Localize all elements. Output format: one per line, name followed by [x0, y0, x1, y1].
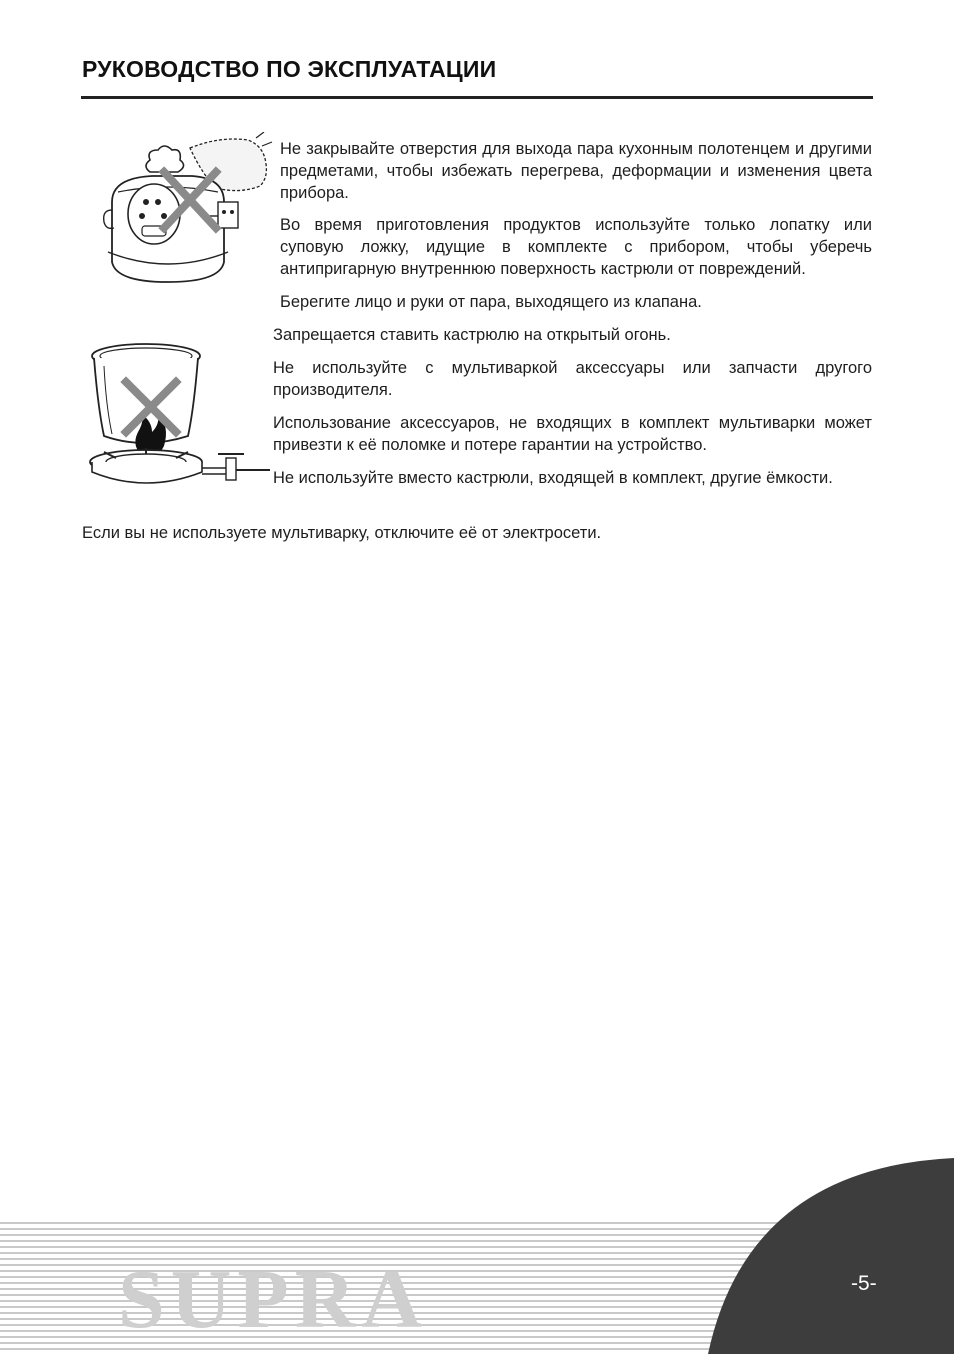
page-corner-shape [708, 1158, 954, 1354]
title-divider [81, 96, 873, 99]
page-title: РУКОВОДСТВО ПО ЭКСПЛУАТАЦИИ [82, 56, 497, 82]
paragraph-steam-caution: Берегите лицо и руки от пара, выходящего из клапана. [280, 293, 702, 311]
paragraph-steam-vent: Не закрывайте отверстия для выхода пара кухонным полотенцем и другими предметами, чтобы избежать перегрева, деформации и изменения цвета прибора. [280, 140, 872, 202]
paragraph-unplug: Если вы не используете мультиварку, отключите её от электросети. [82, 524, 602, 542]
page-number: -5- [851, 1272, 877, 1295]
paragraph-spatula-spoon: Во время приготовления продуктов используйте только лопатку или суповую ложку, идущие в комплекте с прибором, чтобы уберечь антипригарную внутреннюю поверхность кастрюли от повреждений. [280, 216, 872, 278]
paragraph-open-fire: Запрещается ставить кастрюлю на открытый огонь. [273, 326, 671, 344]
paragraph-warranty-loss: Использование аксессуаров, не входящих в комплект мультиварки может привезти к её поломке и потере гарантии на устройство. [273, 414, 872, 454]
paragraph-third-party-accessories: Не используйте с мультиваркой аксессуары или запчасти другого производителя. [273, 359, 872, 399]
multicooker-towel-illustration [98, 132, 276, 292]
paragraph-other-containers: Не используйте вместо кастрюли, входящей в комплект, другие ёмкости. [273, 469, 833, 487]
brand-logo: SUPRA [118, 1253, 429, 1346]
pot-on-fire-illustration [86, 336, 276, 496]
